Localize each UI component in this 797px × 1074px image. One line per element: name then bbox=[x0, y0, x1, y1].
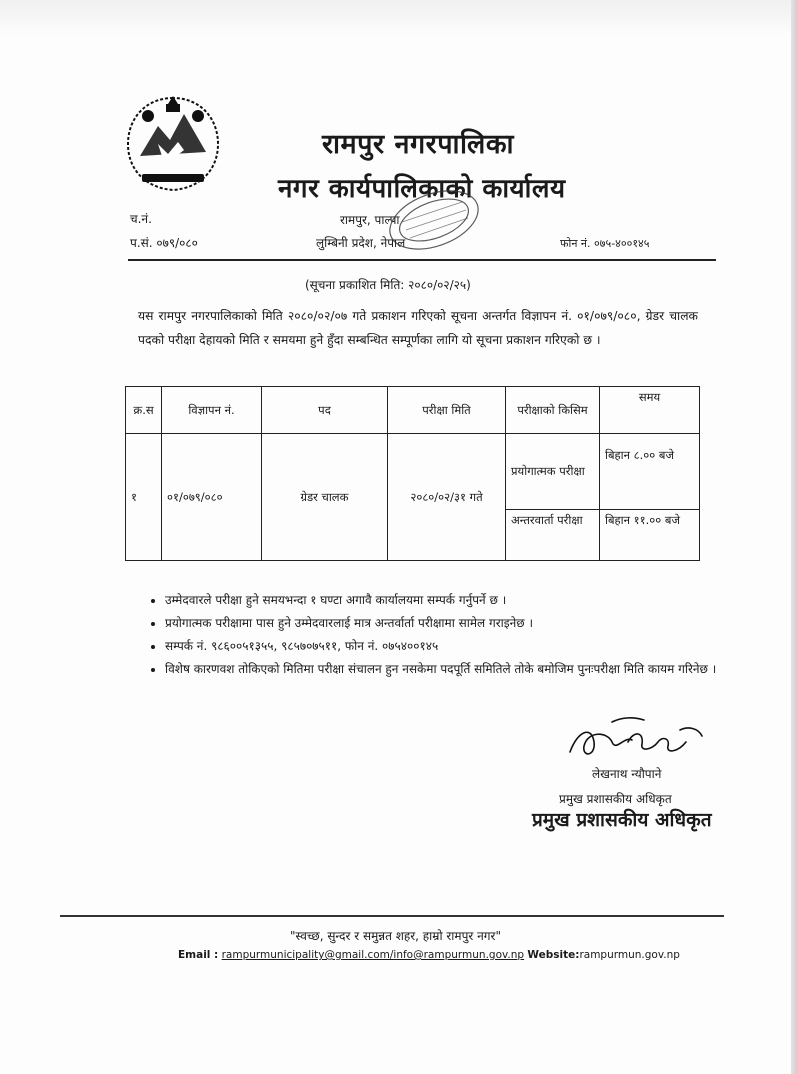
instruction-list bbox=[145, 590, 725, 682]
cell-time-practical: बिहान ८.०० बजे bbox=[600, 434, 700, 510]
notice-publish-date: (सूचना प्रकाशित मिति: २०८०/०२/२५) bbox=[305, 278, 471, 292]
handwritten-signature-icon bbox=[562, 712, 722, 770]
list-item: • सम्पर्क नं. ९८६००५१३५५, ९८५७०७५११, फोन नं. ०७५४००१४५ bbox=[165, 636, 725, 656]
list-item: • प्रयोगात्मक परीक्षामा पास हुने उम्मेदवारलाई मात्र अन्तर्वार्ता परीक्षामा सामेल गराइनेछ । bbox=[165, 613, 725, 633]
header-divider bbox=[128, 259, 716, 261]
exam-schedule-table bbox=[125, 386, 700, 561]
website-link[interactable]: rampurmun.gov.np bbox=[579, 949, 680, 961]
office-title: नगर कार्यपालिकाको कार्यालय bbox=[278, 174, 566, 204]
header-post: पद bbox=[262, 387, 388, 434]
office-phone: फोन नं. ०७५-४००१४५ bbox=[560, 237, 650, 250]
website-label: Website: bbox=[527, 949, 580, 961]
email-label: Email : bbox=[178, 949, 219, 961]
header-adv-no: विज्ञापन नं. bbox=[162, 387, 262, 434]
cell-exam-type-practical: प्रयोगात्मक परीक्षा bbox=[506, 434, 600, 510]
header-exam-type: परीक्षाको किसिम bbox=[506, 387, 600, 434]
footer-slogan: "स्वच्छ, सुन्दर र समुन्नत शहर, हाम्रो रामपुर नगर" bbox=[290, 929, 501, 943]
signatory-designation: प्रमुख प्रशासकीय अधिकृत bbox=[559, 792, 672, 806]
page-edge-shadow bbox=[791, 0, 797, 1074]
table-row bbox=[126, 434, 700, 510]
email-link[interactable]: rampurmunicipality@gmail.com/info@rampurmun.gov.np bbox=[221, 949, 525, 961]
cell-time-interview: बिहान ११.०० बजे bbox=[600, 510, 700, 561]
municipality-title: रामपुर नगरपालिका bbox=[322, 129, 515, 160]
designation-stamp: प्रमुख प्रशासकीय अधिकृत bbox=[532, 809, 712, 831]
signatory-name: लेखनाथ न्यौपाने bbox=[592, 767, 662, 781]
footer-contact-line bbox=[178, 949, 680, 961]
page-edge-shading bbox=[0, 0, 797, 36]
address-line-2: लुम्बिनी प्रदेश, नेपाल bbox=[316, 236, 406, 250]
footer-divider bbox=[60, 915, 724, 917]
address-line-1: रामपुर, पाल्पा bbox=[340, 213, 400, 227]
header-exam-date: परीक्षा मिति bbox=[388, 387, 506, 434]
notice-body: यस रामपुर नगरपालिकाको मिति २०८०/०२/०७ गते प्रकाशन गरिएको सूचना अन्तर्गत विज्ञापन नं. ०१/०७९/०८०, ग्रेडर चालक पदको परीक्षा देहायको मिति र समयमा हुने हुँदा सम्बन्धित सम्पूर्णका लागि यो सूचना प्रकाशन गरिएको छ । bbox=[138, 309, 698, 347]
cell-sn: १ bbox=[126, 434, 162, 561]
header-sn: क्र.स bbox=[126, 387, 162, 434]
office-stamp-icon bbox=[358, 188, 486, 252]
header-time: समय bbox=[600, 387, 700, 434]
ref-pasa: प.सं. ०७९/०८० bbox=[130, 236, 198, 250]
nepal-emblem-icon bbox=[118, 92, 228, 196]
cell-adv-no: ०१/०७९/०८० bbox=[162, 434, 262, 561]
list-item: • विशेष कारणवश तोकिएको मितिमा परीक्षा संचालन हुन नसकेमा पदपूर्ति समितिले तोके बमोजिम पुनःपरीक्षा मिति कायम गरिनेछ । bbox=[165, 659, 725, 679]
cell-exam-date: २०८०/०२/३१ गते bbox=[388, 434, 506, 561]
ref-cha: च.नं. bbox=[130, 212, 152, 226]
table-header-row bbox=[126, 387, 700, 434]
cell-post: ग्रेडर चालक bbox=[262, 434, 388, 561]
cell-exam-type-interview: अन्तरवार्ता परीक्षा bbox=[506, 510, 600, 561]
list-item: • उम्मेदवारले परीक्षा हुने समयभन्दा १ घण्टा अगावै कार्यालयमा सम्पर्क गर्नुपर्ने छ । bbox=[165, 590, 725, 610]
